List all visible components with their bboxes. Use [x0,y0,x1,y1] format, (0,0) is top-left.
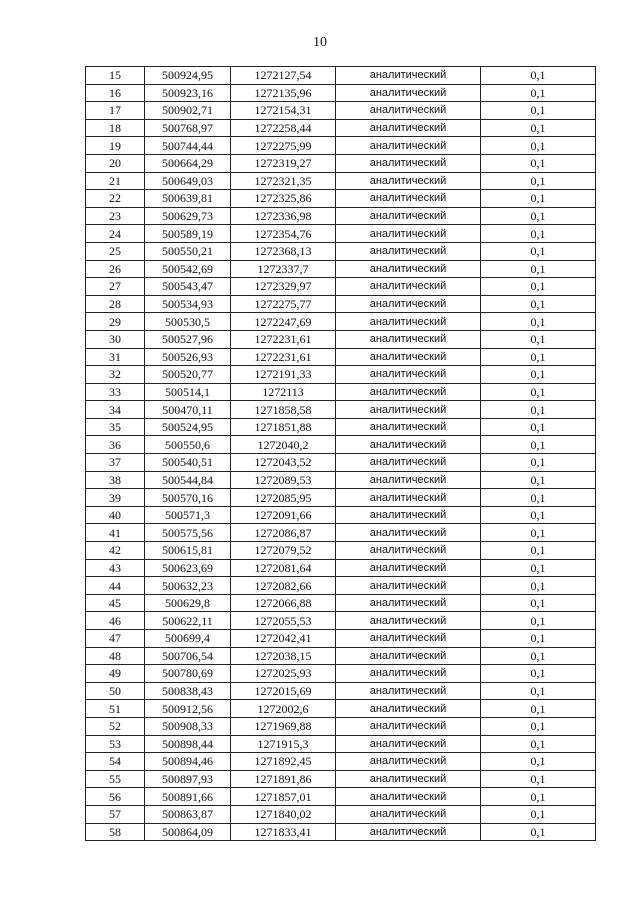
x-coordinate-cell: 500526,93 [145,348,231,366]
method-cell: аналитический [336,594,481,612]
x-coordinate-cell: 500664,29 [145,154,231,172]
accuracy-cell: 0,1 [481,295,596,313]
accuracy-cell: 0,1 [481,524,596,542]
method-cell: аналитический [336,454,481,472]
y-coordinate-cell: 1272336,98 [231,207,336,225]
table-row [86,225,596,243]
y-coordinate-cell: 1271833,41 [231,823,336,841]
method-cell: аналитический [336,524,481,542]
x-coordinate-cell: 500632,23 [145,577,231,595]
y-coordinate-cell: 1272325,86 [231,190,336,208]
table-row [86,630,596,648]
point-number-cell: 55 [86,770,145,788]
accuracy-cell: 0,1 [481,67,596,85]
y-coordinate-cell: 1272319,27 [231,154,336,172]
x-coordinate-cell: 500543,47 [145,278,231,296]
method-cell: аналитический [336,348,481,366]
method-cell: аналитический [336,805,481,823]
table-row [86,172,596,190]
table-row [86,119,596,137]
accuracy-cell: 0,1 [481,717,596,735]
x-coordinate-cell: 500540,51 [145,454,231,472]
point-number-cell: 30 [86,330,145,348]
accuracy-cell: 0,1 [481,700,596,718]
table-row [86,84,596,102]
x-coordinate-cell: 500838,43 [145,682,231,700]
accuracy-cell: 0,1 [481,207,596,225]
y-coordinate-cell: 1272085,95 [231,489,336,507]
accuracy-cell: 0,1 [481,454,596,472]
accuracy-cell: 0,1 [481,225,596,243]
table-row [86,647,596,665]
x-coordinate-cell: 500902,71 [145,102,231,120]
y-coordinate-cell: 1272231,61 [231,348,336,366]
table-row [86,788,596,806]
accuracy-cell: 0,1 [481,735,596,753]
x-coordinate-cell: 500699,4 [145,630,231,648]
point-number-cell: 23 [86,207,145,225]
y-coordinate-cell: 1272055,53 [231,612,336,630]
method-cell: аналитический [336,401,481,419]
table-row [86,700,596,718]
method-cell: аналитический [336,383,481,401]
table-row [86,823,596,841]
y-coordinate-cell: 1272091,66 [231,506,336,524]
y-coordinate-cell: 1272066,88 [231,594,336,612]
y-coordinate-cell: 1272113 [231,383,336,401]
y-coordinate-cell: 1272082,66 [231,577,336,595]
method-cell: аналитический [336,630,481,648]
point-number-cell: 58 [86,823,145,841]
y-coordinate-cell: 1271969,88 [231,717,336,735]
method-cell: аналитический [336,788,481,806]
y-coordinate-cell: 1271915,3 [231,735,336,753]
x-coordinate-cell: 500744,44 [145,137,231,155]
x-coordinate-cell: 500550,21 [145,242,231,260]
point-number-cell: 18 [86,119,145,137]
coordinates-table-body [86,67,596,841]
method-cell: аналитический [336,542,481,560]
x-coordinate-cell: 500863,87 [145,805,231,823]
accuracy-cell: 0,1 [481,823,596,841]
accuracy-cell: 0,1 [481,682,596,700]
x-coordinate-cell: 500544,84 [145,471,231,489]
method-cell: аналитический [336,471,481,489]
y-coordinate-cell: 1272089,53 [231,471,336,489]
y-coordinate-cell: 1272354,76 [231,225,336,243]
y-coordinate-cell: 1271857,01 [231,788,336,806]
method-cell: аналитический [336,190,481,208]
point-number-cell: 15 [86,67,145,85]
table-row [86,366,596,384]
table-row [86,102,596,120]
table-row [86,418,596,436]
y-coordinate-cell: 1272043,52 [231,454,336,472]
method-cell: аналитический [336,489,481,507]
x-coordinate-cell: 500615,81 [145,542,231,560]
x-coordinate-cell: 500897,93 [145,770,231,788]
table-row [86,559,596,577]
method-cell: аналитический [336,717,481,735]
method-cell: аналитический [336,207,481,225]
y-coordinate-cell: 1272231,61 [231,330,336,348]
page-number: 10 [313,35,327,50]
point-number-cell: 22 [86,190,145,208]
y-coordinate-cell: 1272025,93 [231,665,336,683]
table-row [86,594,596,612]
y-coordinate-cell: 1272258,44 [231,119,336,137]
table-row [86,577,596,595]
point-number-cell: 28 [86,295,145,313]
x-coordinate-cell: 500706,54 [145,647,231,665]
table-row [86,454,596,472]
x-coordinate-cell: 500575,56 [145,524,231,542]
point-number-cell: 34 [86,401,145,419]
accuracy-cell: 0,1 [481,102,596,120]
x-coordinate-cell: 500542,69 [145,260,231,278]
accuracy-cell: 0,1 [481,383,596,401]
accuracy-cell: 0,1 [481,770,596,788]
table-row [86,154,596,172]
y-coordinate-cell: 1271891,86 [231,770,336,788]
table-row [86,665,596,683]
x-coordinate-cell: 500898,44 [145,735,231,753]
method-cell: аналитический [336,418,481,436]
accuracy-cell: 0,1 [481,805,596,823]
method-cell: аналитический [336,330,481,348]
method-cell: аналитический [336,823,481,841]
y-coordinate-cell: 1272191,33 [231,366,336,384]
accuracy-cell: 0,1 [481,313,596,331]
x-coordinate-cell: 500534,93 [145,295,231,313]
x-coordinate-cell: 500470,11 [145,401,231,419]
point-number-cell: 57 [86,805,145,823]
x-coordinate-cell: 500864,09 [145,823,231,841]
point-number-cell: 24 [86,225,145,243]
point-number-cell: 53 [86,735,145,753]
table-row [86,278,596,296]
y-coordinate-cell: 1272275,99 [231,137,336,155]
method-cell: аналитический [336,313,481,331]
y-coordinate-cell: 1271892,45 [231,753,336,771]
method-cell: аналитический [336,506,481,524]
x-coordinate-cell: 500622,11 [145,612,231,630]
table-row [86,805,596,823]
y-coordinate-cell: 1272154,31 [231,102,336,120]
method-cell: аналитический [336,278,481,296]
y-coordinate-cell: 1272275,77 [231,295,336,313]
method-cell: аналитический [336,682,481,700]
table-row [86,295,596,313]
point-number-cell: 19 [86,137,145,155]
method-cell: аналитический [336,700,481,718]
accuracy-cell: 0,1 [481,506,596,524]
x-coordinate-cell: 500514,1 [145,383,231,401]
point-number-cell: 40 [86,506,145,524]
y-coordinate-cell: 1272086,87 [231,524,336,542]
point-number-cell: 52 [86,717,145,735]
point-number-cell: 42 [86,542,145,560]
y-coordinate-cell: 1272015,69 [231,682,336,700]
x-coordinate-cell: 500924,95 [145,67,231,85]
point-number-cell: 33 [86,383,145,401]
accuracy-cell: 0,1 [481,190,596,208]
accuracy-cell: 0,1 [481,594,596,612]
table-row [86,735,596,753]
y-coordinate-cell: 1271858,58 [231,401,336,419]
y-coordinate-cell: 1272002,6 [231,700,336,718]
method-cell: аналитический [336,154,481,172]
y-coordinate-cell: 1272247,69 [231,313,336,331]
table-row [86,330,596,348]
x-coordinate-cell: 500894,46 [145,753,231,771]
x-coordinate-cell: 500912,56 [145,700,231,718]
x-coordinate-cell: 500570,16 [145,489,231,507]
x-coordinate-cell: 500768,97 [145,119,231,137]
method-cell: аналитический [336,102,481,120]
x-coordinate-cell: 500550,6 [145,436,231,454]
point-number-cell: 37 [86,454,145,472]
x-coordinate-cell: 500524,95 [145,418,231,436]
point-number-cell: 56 [86,788,145,806]
table-row [86,542,596,560]
x-coordinate-cell: 500530,5 [145,313,231,331]
point-number-cell: 46 [86,612,145,630]
table-row [86,471,596,489]
y-coordinate-cell: 1271840,02 [231,805,336,823]
table-row [86,313,596,331]
y-coordinate-cell: 1272368,13 [231,242,336,260]
y-coordinate-cell: 1272040,2 [231,436,336,454]
y-coordinate-cell: 1272321,35 [231,172,336,190]
x-coordinate-cell: 500780,69 [145,665,231,683]
accuracy-cell: 0,1 [481,418,596,436]
point-number-cell: 20 [86,154,145,172]
y-coordinate-cell: 1272081,64 [231,559,336,577]
accuracy-cell: 0,1 [481,612,596,630]
point-number-cell: 32 [86,366,145,384]
accuracy-cell: 0,1 [481,260,596,278]
table-row [86,717,596,735]
y-coordinate-cell: 1272042,41 [231,630,336,648]
point-number-cell: 36 [86,436,145,454]
accuracy-cell: 0,1 [481,366,596,384]
table-row [86,436,596,454]
accuracy-cell: 0,1 [481,348,596,366]
x-coordinate-cell: 500908,33 [145,717,231,735]
coordinates-table [85,66,596,841]
accuracy-cell: 0,1 [481,119,596,137]
accuracy-cell: 0,1 [481,84,596,102]
x-coordinate-cell: 500639,81 [145,190,231,208]
x-coordinate-cell: 500527,96 [145,330,231,348]
y-coordinate-cell: 1272337,7 [231,260,336,278]
y-coordinate-cell: 1271851,88 [231,418,336,436]
accuracy-cell: 0,1 [481,788,596,806]
method-cell: аналитический [336,295,481,313]
method-cell: аналитический [336,225,481,243]
accuracy-cell: 0,1 [481,242,596,260]
accuracy-cell: 0,1 [481,647,596,665]
table-row [86,260,596,278]
method-cell: аналитический [336,119,481,137]
x-coordinate-cell: 500629,8 [145,594,231,612]
method-cell: аналитический [336,559,481,577]
point-number-cell: 48 [86,647,145,665]
y-coordinate-cell: 1272079,52 [231,542,336,560]
accuracy-cell: 0,1 [481,278,596,296]
point-number-cell: 31 [86,348,145,366]
x-coordinate-cell: 500623,69 [145,559,231,577]
x-coordinate-cell: 500520,77 [145,366,231,384]
x-coordinate-cell: 500629,73 [145,207,231,225]
point-number-cell: 21 [86,172,145,190]
point-number-cell: 39 [86,489,145,507]
point-number-cell: 49 [86,665,145,683]
accuracy-cell: 0,1 [481,665,596,683]
point-number-cell: 54 [86,753,145,771]
point-number-cell: 47 [86,630,145,648]
table-row [86,383,596,401]
table-row [86,524,596,542]
accuracy-cell: 0,1 [481,542,596,560]
method-cell: аналитический [336,260,481,278]
point-number-cell: 43 [86,559,145,577]
table-row [86,506,596,524]
y-coordinate-cell: 1272135,96 [231,84,336,102]
accuracy-cell: 0,1 [481,489,596,507]
method-cell: аналитический [336,172,481,190]
point-number-cell: 50 [86,682,145,700]
y-coordinate-cell: 1272329,97 [231,278,336,296]
accuracy-cell: 0,1 [481,577,596,595]
x-coordinate-cell: 500649,03 [145,172,231,190]
point-number-cell: 38 [86,471,145,489]
method-cell: аналитический [336,436,481,454]
accuracy-cell: 0,1 [481,401,596,419]
x-coordinate-cell: 500589,19 [145,225,231,243]
method-cell: аналитический [336,665,481,683]
table-row [86,401,596,419]
accuracy-cell: 0,1 [481,137,596,155]
accuracy-cell: 0,1 [481,172,596,190]
method-cell: аналитический [336,577,481,595]
accuracy-cell: 0,1 [481,330,596,348]
method-cell: аналитический [336,753,481,771]
method-cell: аналитический [336,647,481,665]
x-coordinate-cell: 500923,16 [145,84,231,102]
table-row [86,612,596,630]
method-cell: аналитический [336,242,481,260]
method-cell: аналитический [336,735,481,753]
point-number-cell: 45 [86,594,145,612]
y-coordinate-cell: 1272038,15 [231,647,336,665]
x-coordinate-cell: 500891,66 [145,788,231,806]
method-cell: аналитический [336,612,481,630]
table-row [86,682,596,700]
table-row [86,753,596,771]
table-row [86,489,596,507]
method-cell: аналитический [336,366,481,384]
point-number-cell: 25 [86,242,145,260]
accuracy-cell: 0,1 [481,559,596,577]
accuracy-cell: 0,1 [481,753,596,771]
method-cell: аналитический [336,67,481,85]
table-row [86,348,596,366]
table-row [86,207,596,225]
table-row [86,190,596,208]
x-coordinate-cell: 500571,3 [145,506,231,524]
method-cell: аналитический [336,137,481,155]
point-number-cell: 26 [86,260,145,278]
table-row [86,242,596,260]
method-cell: аналитический [336,84,481,102]
point-number-cell: 44 [86,577,145,595]
accuracy-cell: 0,1 [481,436,596,454]
point-number-cell: 17 [86,102,145,120]
point-number-cell: 16 [86,84,145,102]
accuracy-cell: 0,1 [481,154,596,172]
point-number-cell: 41 [86,524,145,542]
y-coordinate-cell: 1272127,54 [231,67,336,85]
method-cell: аналитический [336,770,481,788]
table-row [86,137,596,155]
point-number-cell: 51 [86,700,145,718]
accuracy-cell: 0,1 [481,471,596,489]
table-row [86,770,596,788]
accuracy-cell: 0,1 [481,630,596,648]
point-number-cell: 35 [86,418,145,436]
point-number-cell: 27 [86,278,145,296]
table-row [86,67,596,85]
point-number-cell: 29 [86,313,145,331]
